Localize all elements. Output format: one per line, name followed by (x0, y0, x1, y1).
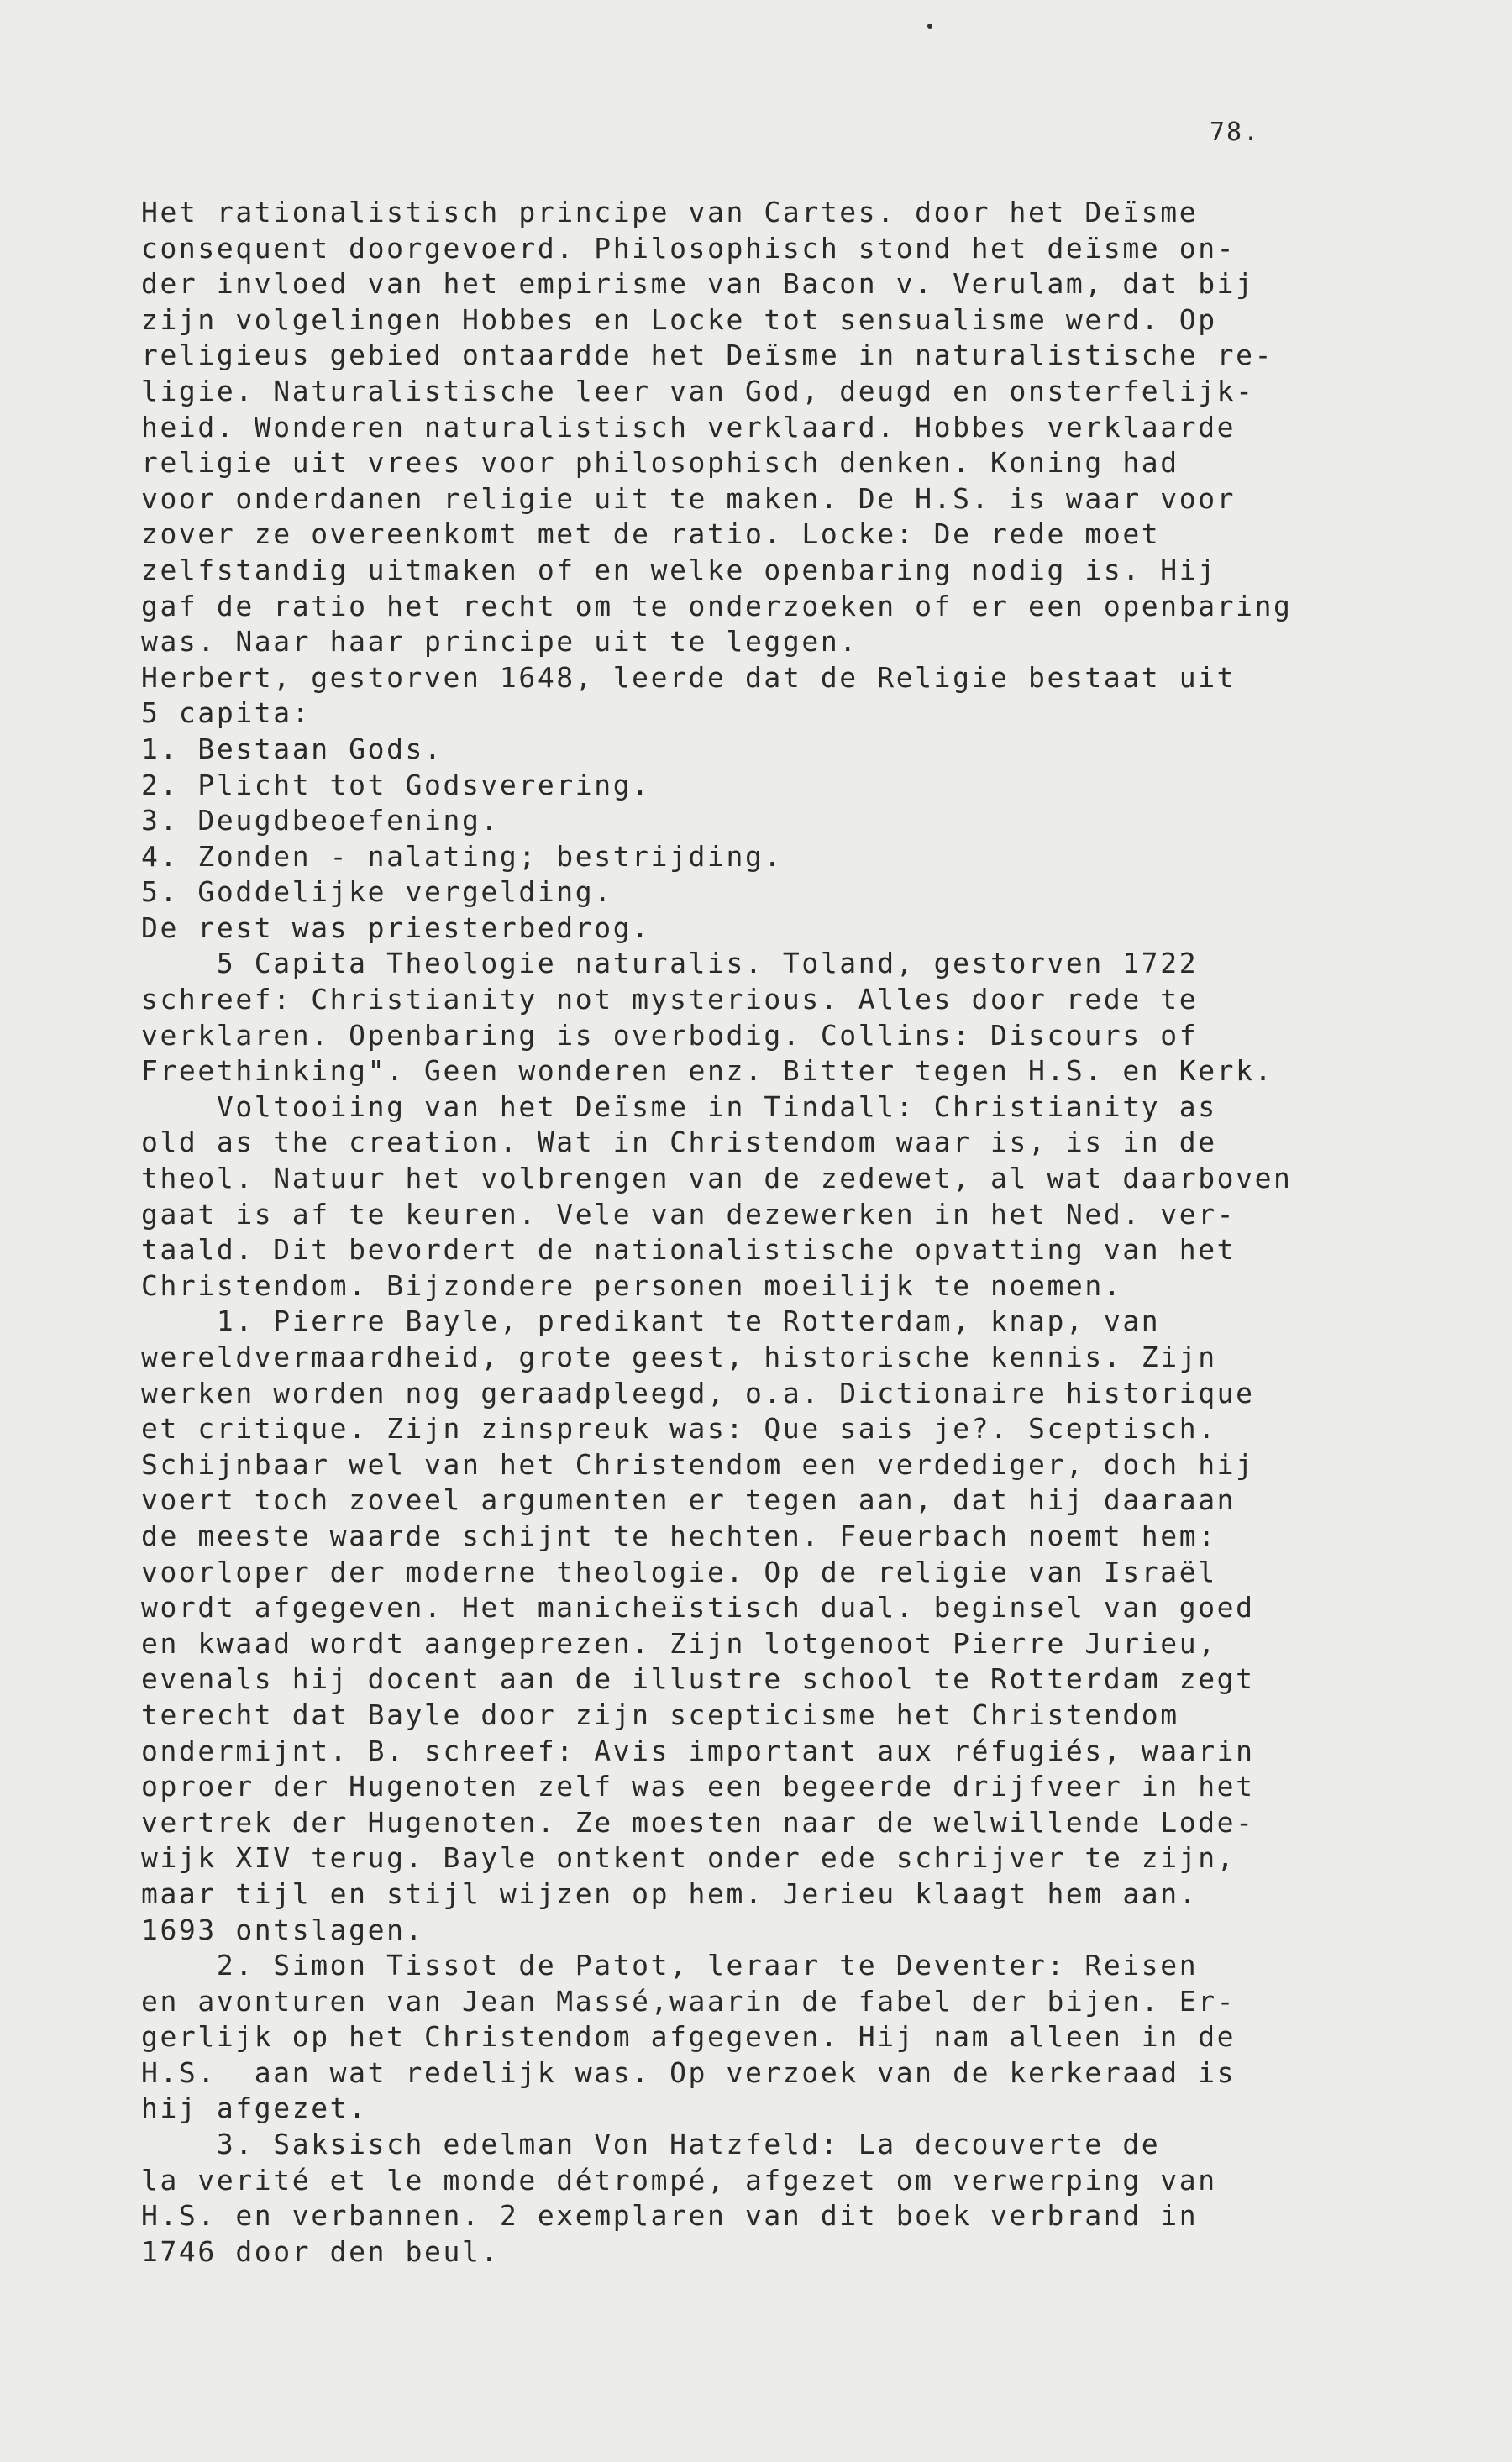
text-line: maar tijl en stijl wijzen op hem. Jerieu klaagt hem aan. (141, 1877, 1199, 1910)
text-line: vertrek der Hugenoten. Ze moesten naar de welwillende Lode- (141, 1805, 1255, 1839)
text-line: terecht dat Bayle door zijn scepticisme het Christendom (141, 1698, 1179, 1731)
text-line: Freethinking". Geen wonderen enz. Bitter tegen H.S. en Kerk. (141, 1054, 1274, 1088)
text-line: H.S. aan wat redelijk was. Op verzoek van de kerkeraad is (141, 2055, 1236, 2089)
text-line: was. Naar haar principe uit te leggen. (141, 625, 858, 659)
text-line: werken worden nog geraadpleegd, o.a. Dictionaire historique (141, 1376, 1255, 1409)
text-line: der invloed van het empirisme van Bacon v. Verulam, dat bij (141, 267, 1255, 301)
ink-speck (927, 24, 932, 29)
text-line: 1. Bestaan Gods. (141, 732, 444, 765)
text-line: voert toch zoveel argumenten er tegen aan, dat hij daaraan (141, 1483, 1236, 1517)
text-line: gaf de ratio het recht om te onderzoeken of er een openbaring (141, 589, 1293, 622)
text-line: verklaren. Openbaring is overbodig. Collins: Discours of (141, 1018, 1199, 1052)
text-line: taald. Dit bevordert de nationalistische opvatting van het (141, 1233, 1236, 1267)
text-line: zelfstandig uitmaken of en welke openbaring nodig is. Hij (141, 553, 1217, 586)
text-line: Voltooiing van het Deïsme in Tindall: Christianity as (141, 1089, 1217, 1123)
text-line: Herbert, gestorven 1648, leerde dat de Religie bestaat uit (141, 660, 1236, 694)
text-line: 4. Zonden - nalating; bestrijding. (141, 839, 783, 873)
typed-text-body (141, 195, 1435, 2270)
text-line: voor onderdanen religie uit te maken. De H.S. is waar voor (141, 481, 1236, 515)
text-line: consequent doorgevoerd. Philosophisch stond het deïsme on- (141, 231, 1236, 265)
text-line: 5. Goddelijke vergelding. (141, 875, 613, 909)
text-line: theol. Natuur het volbrengen van de zedewet, al wat daarboven (141, 1162, 1293, 1195)
text-line: gerlijk op het Christendom afgegeven. Hij nam alleen in de (141, 2020, 1236, 2054)
text-line: wijk XIV terug. Bayle ontkent onder ede schrijver te zijn, (141, 1841, 1236, 1875)
text-line: religie uit vrees voor philosophisch denken. Koning had (141, 446, 1179, 480)
text-line: Het rationalistisch principe van Cartes. door het Deïsme (141, 196, 1199, 228)
page-number: 78. (1210, 118, 1261, 147)
text-line: gaat is af te keuren. Vele van dezewerken in het Ned. ver- (141, 1197, 1236, 1231)
text-line: oproer der Hugenoten zelf was een begeerde drijfveer in het (141, 1770, 1255, 1803)
text-line: schreef: Christianity not mysterious. Alles door rede te (141, 983, 1199, 1016)
text-line: zijn volgelingen Hobbes en Locke tot sensualisme werd. Op (141, 302, 1217, 336)
text-line: hij afgezet. (141, 2092, 368, 2125)
text-line: 1693 ontslagen. (141, 1913, 425, 1946)
text-line: la verité et le monde détrompé, afgezet om verwerping van (141, 2163, 1217, 2197)
text-line: heid. Wonderen naturalistisch verklaard. Hobbes verklaarde (141, 410, 1236, 444)
text-line: wordt afgegeven. Het manicheïstisch dual. beginsel van goed (141, 1591, 1255, 1625)
text-line: 3. Deugdbeoefening. (141, 804, 500, 837)
text-line: en kwaad wordt aangeprezen. Zijn lotgenoot Pierre Jurieu, (141, 1626, 1217, 1660)
text-line: 5 Capita Theologie naturalis. Toland, gestorven 1722 (141, 947, 1199, 980)
text-line: old as the creation. Wat in Christendom waar is, is in de (141, 1126, 1217, 1159)
text-line: H.S. en verbannen. 2 exemplaren van dit boek verbrand in (141, 2199, 1199, 2233)
text-line: evenals hij docent aan de illustre school te Rotterdam zegt (141, 1662, 1255, 1696)
text-line: en avonturen van Jean Massé,waarin de fabel der bijen. Er- (141, 1984, 1236, 2018)
text-line: voorloper der moderne theologie. Op de religie van Israël (141, 1555, 1217, 1588)
text-line: 5 capita: (141, 696, 312, 730)
text-line: et critique. Zijn zinspreuk was: Que sais je?. Sceptisch. (141, 1412, 1217, 1446)
text-line: 3. Saksisch edelman Von Hatzfeld: La decouverte de (141, 2128, 1161, 2161)
text-line: Christendom. Bijzondere personen moeilijk te noemen. (141, 1268, 1123, 1302)
text-line: 2. Simon Tissot de Patot, leraar te Deventer: Reisen (141, 1949, 1199, 1982)
text-line: De rest was priesterbedrog. (141, 911, 651, 944)
text-line: ligie. Naturalistische leer van God, deugd en onsterfelijk- (141, 374, 1255, 407)
text-line: 1746 door den beul. (141, 2234, 500, 2268)
text-line: Schijnbaar wel van het Christendom een verdediger, doch hij (141, 1447, 1255, 1481)
text-line: 1. Pierre Bayle, predikant te Rotterdam, knap, van (141, 1304, 1161, 1338)
text-line: ondermijnt. B. schreef: Avis important aux réfugiés, waarin (141, 1734, 1255, 1767)
text-line: religieus gebied ontaardde het Deïsme in naturalistische re- (141, 339, 1274, 372)
text-line: wereldvermaardheid, grote geest, historische kennis. Zijn (141, 1341, 1217, 1373)
text-line: zover ze overeenkomt met de ratio. Locke: De rede moet (141, 517, 1161, 551)
text-line: 2. Plicht tot Godsverering. (141, 768, 651, 801)
text-line: de meeste waarde schijnt te hechten. Feuerbach noemt hem: (141, 1519, 1217, 1552)
